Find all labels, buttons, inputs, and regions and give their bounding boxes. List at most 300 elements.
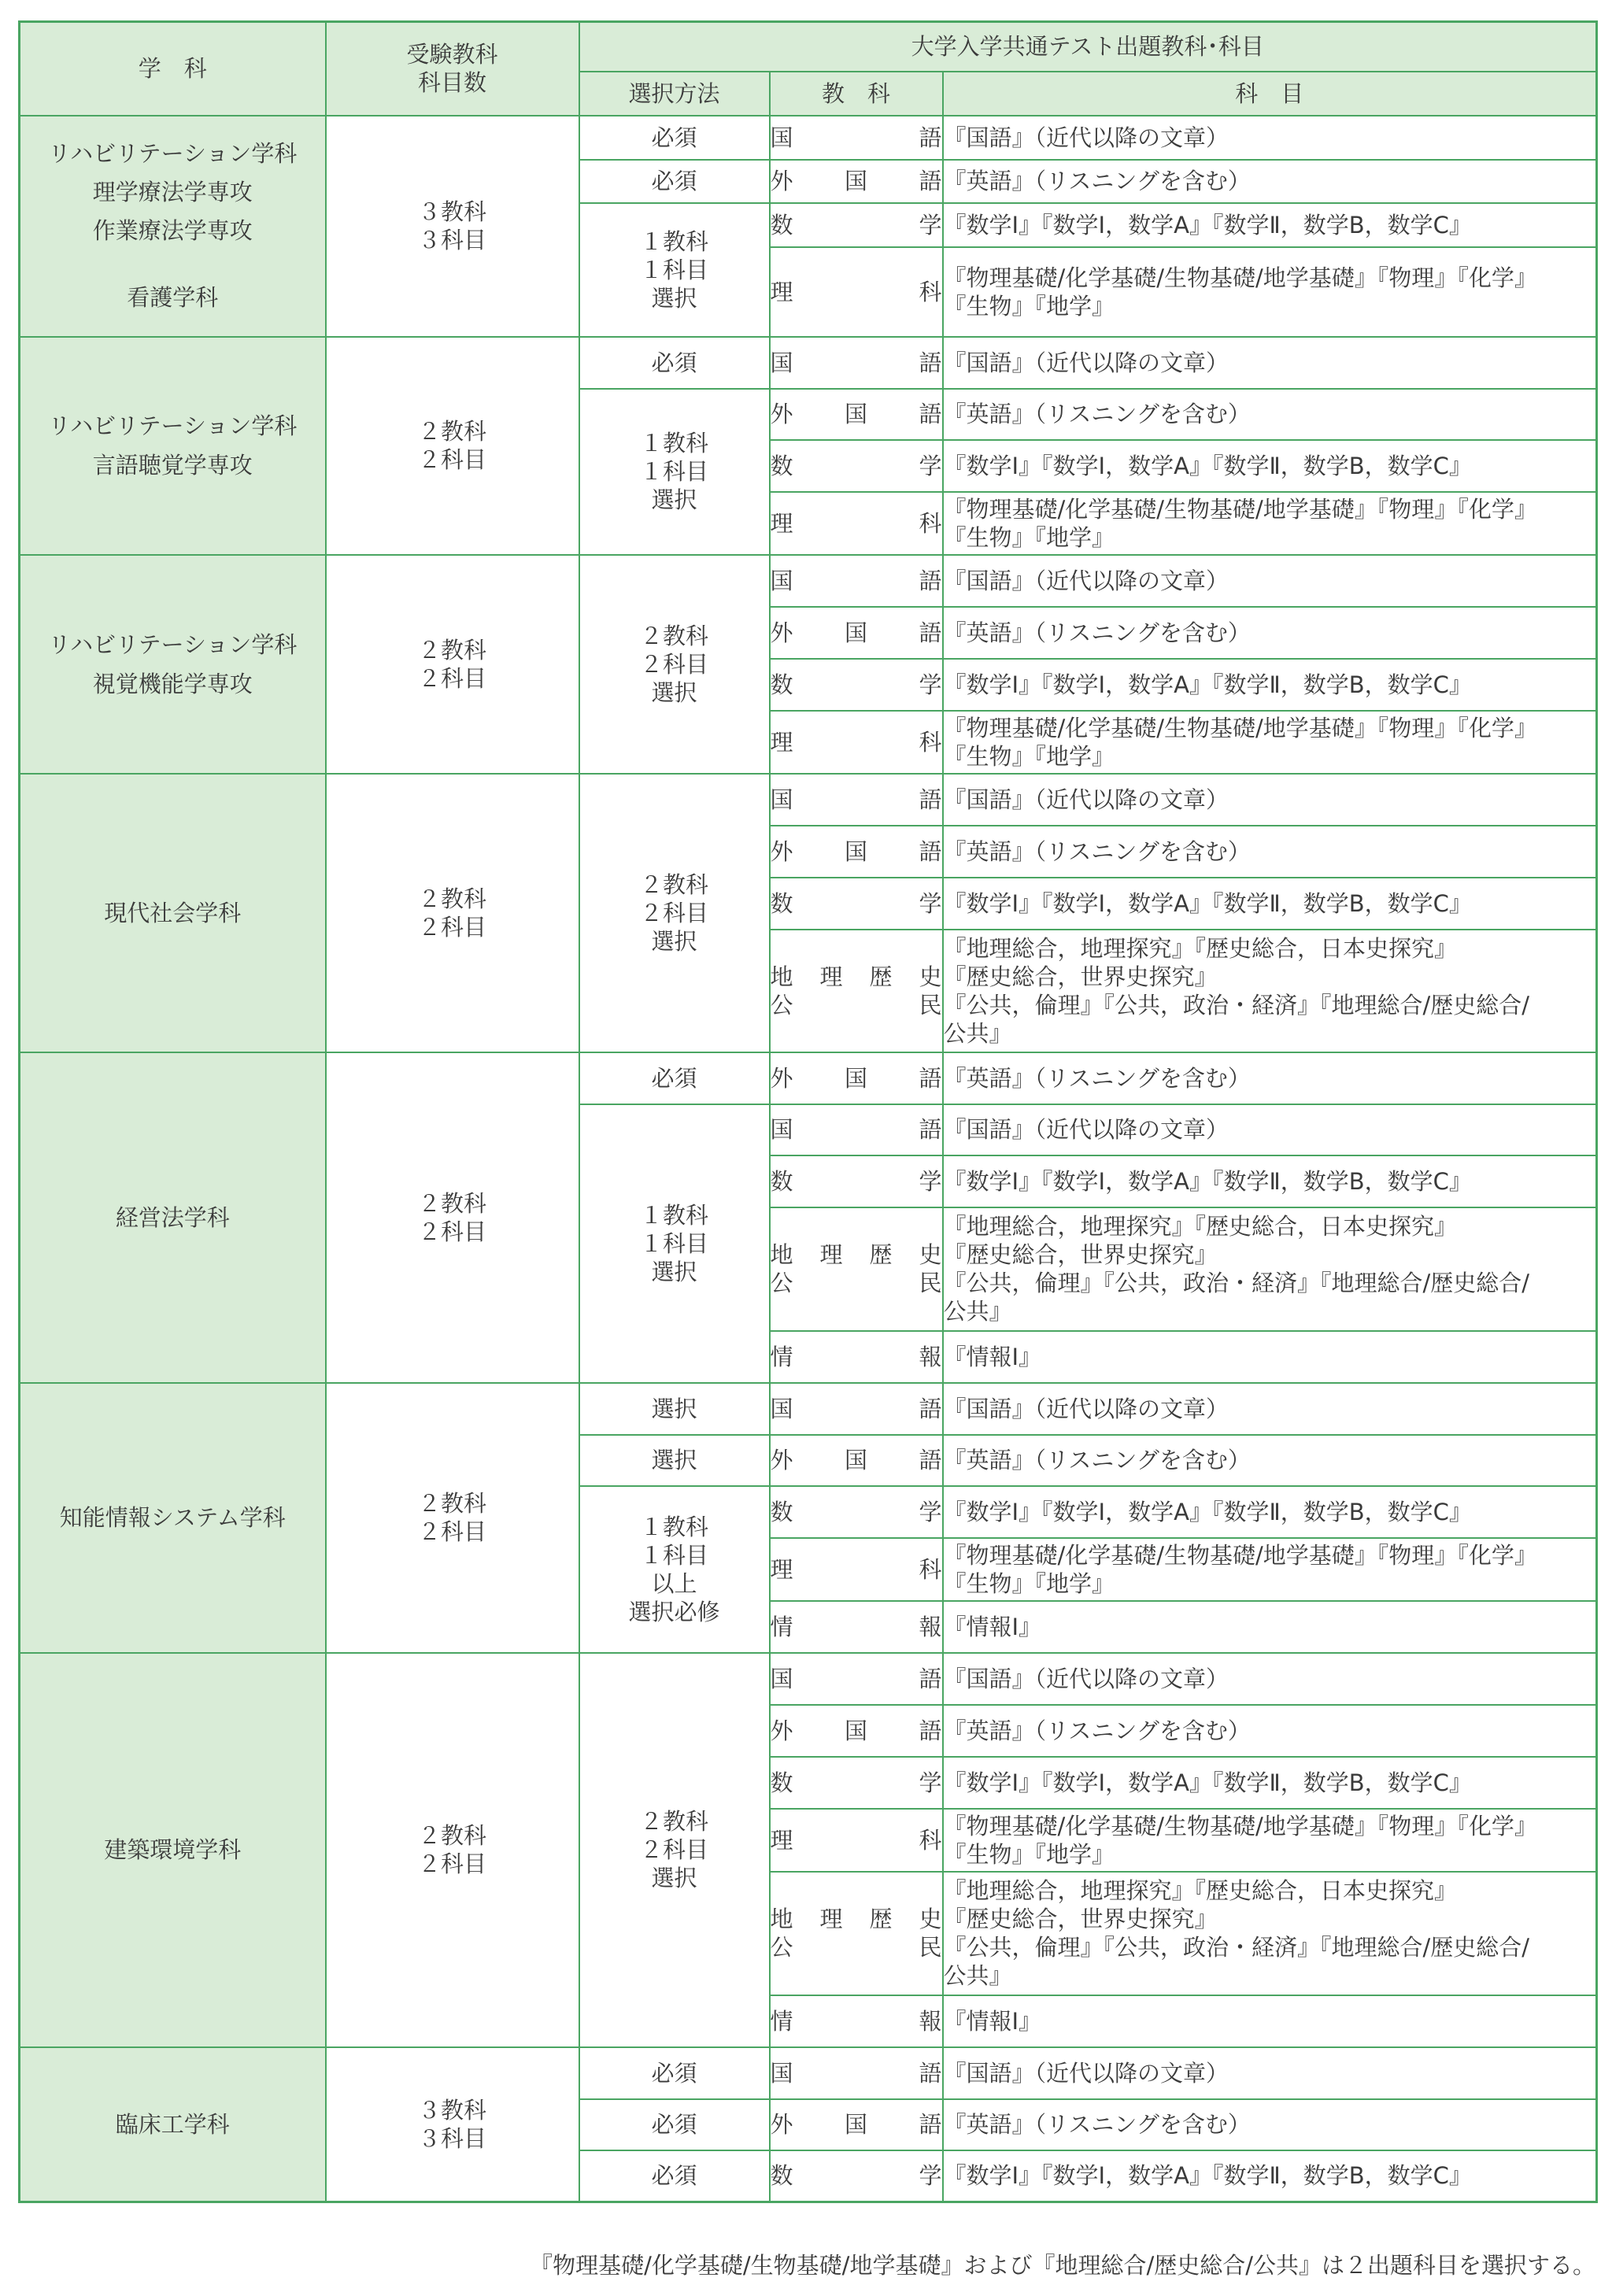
- subject-char: 語: [919, 786, 942, 813]
- table-row: [20, 555, 1597, 607]
- text-line: 『情報Ⅰ』: [943, 1343, 1042, 1370]
- text-line: 『生物』『地学』: [943, 292, 1115, 320]
- subject-cell: [770, 440, 943, 492]
- text-line: 『公共，倫理』『公共，政治・経済』『地理総合/歴史総合/: [943, 1270, 1530, 1296]
- text-line: 公共』: [943, 1019, 1012, 1047]
- subject-cell: [770, 1486, 943, 1538]
- subject-char: 語: [919, 2059, 942, 2087]
- courses-cell: [943, 1995, 1597, 2047]
- subject-char: 学: [919, 211, 942, 238]
- subject-char: 外: [770, 401, 793, 427]
- department-cell: [20, 1383, 326, 1653]
- text-line: 『数学Ⅰ』『数学Ⅰ，数学A』『数学Ⅱ，数学B，数学C』: [943, 1167, 1472, 1195]
- subject-name: [771, 167, 942, 195]
- selection-method-cell: [579, 1383, 770, 1435]
- courses-cell: [943, 2047, 1597, 2099]
- subject-name: [771, 211, 942, 239]
- subject-char: 情: [770, 1343, 793, 1370]
- courses-cell: [943, 1486, 1597, 1538]
- courses-cell: [943, 774, 1597, 826]
- courses-cell: [943, 1872, 1597, 1995]
- text-line: ２教科: [639, 622, 708, 649]
- selection-method-cell: [579, 1104, 770, 1383]
- subject-char: 科: [919, 278, 942, 305]
- text-line: 『英語』（リスニングを含む）: [943, 1717, 1251, 1744]
- subject-name: [771, 1717, 942, 1745]
- subject-char: 国: [844, 168, 867, 194]
- text-line: 選択: [651, 486, 697, 513]
- text-line: 『英語』（リスニングを含む）: [943, 168, 1251, 194]
- subject-cell: [770, 1435, 943, 1486]
- text-line: 選択: [651, 678, 697, 706]
- subject-char: 学: [919, 2162, 942, 2190]
- header-selection-method: 選択方法: [579, 72, 770, 116]
- courses-cell: [943, 1052, 1597, 1104]
- subject-char: 理: [819, 1241, 843, 1268]
- department-line: [20, 250, 325, 279]
- subject-char: 外: [770, 1064, 793, 1092]
- subject-char: 語: [919, 567, 942, 594]
- subject-char: 理: [770, 728, 793, 756]
- text-line: 必須: [651, 168, 697, 194]
- text-line: ２教科: [417, 418, 486, 445]
- text-line: ２科目: [417, 1518, 486, 1545]
- subject-name: [771, 2161, 942, 2190]
- courses-cell: [943, 711, 1597, 774]
- selection-method-cell: [579, 2150, 770, 2202]
- text-line: 『英語』（リスニングを含む）: [943, 2111, 1251, 2138]
- subject-cell: [770, 659, 943, 711]
- text-line: 『歴史総合，世界史探究』: [943, 1241, 1218, 1268]
- text-line: 『生物』『地学』: [943, 1840, 1115, 1868]
- selection-method-cell: [579, 203, 770, 337]
- courses-cell: [943, 555, 1597, 607]
- text-line: 公共』: [943, 1298, 1012, 1325]
- subject-char: 情: [770, 2007, 793, 2035]
- subject-char: 数: [770, 2162, 793, 2190]
- text-line: 『英語』（リスニングを含む）: [943, 837, 1251, 865]
- text-line: ２科目: [639, 1836, 708, 1863]
- subject-two-line: [771, 1240, 942, 1297]
- subject-char: 学: [919, 1167, 942, 1195]
- subject-char: 外: [770, 168, 793, 194]
- subject-name: [771, 2007, 942, 2035]
- subject-char: 地: [770, 963, 793, 990]
- text-line: 選択: [651, 927, 697, 955]
- text-line: 『公共，倫理』『公共，政治・経済』『地理総合/歴史総合/: [943, 1934, 1530, 1961]
- department-line: 知能情報システム学科: [59, 1504, 286, 1531]
- subject-char: 民: [919, 991, 942, 1019]
- subject-count-cell: [326, 116, 579, 337]
- courses-cell: [943, 389, 1597, 440]
- department-line: 作業療法学専攻: [92, 217, 253, 244]
- subject-cell: [770, 1872, 943, 1995]
- text-line: 『数学Ⅰ』『数学Ⅰ，数学A』『数学Ⅱ，数学B，数学C』: [943, 452, 1472, 479]
- text-line: 必須: [651, 124, 697, 151]
- subject-char: 報: [919, 2007, 942, 2035]
- subject-char: 国: [770, 1116, 793, 1143]
- subject-cell: [770, 247, 943, 337]
- text-line: １科目: [639, 256, 708, 283]
- subject-cell: [770, 492, 943, 555]
- header-common-test: 大学入学共通テスト出題教科･科目: [579, 22, 1597, 72]
- subject-cell: [770, 1052, 943, 1104]
- courses-cell: [943, 440, 1597, 492]
- subject-count-cell: [326, 2047, 579, 2202]
- subject-char: 語: [919, 837, 942, 865]
- courses-cell: [943, 878, 1597, 930]
- subject-cell: [770, 1601, 943, 1653]
- subject-cell: [770, 203, 943, 247]
- text-line: 『数学Ⅰ』『数学Ⅰ，数学A』『数学Ⅱ，数学B，数学C』: [943, 671, 1472, 698]
- text-line: ２教科: [639, 1808, 708, 1835]
- subject-cell: [770, 774, 943, 826]
- subject-char: 科: [919, 728, 942, 756]
- subject-char: 国: [770, 349, 793, 376]
- table-row: [20, 774, 1597, 826]
- subject-char: 語: [919, 1116, 942, 1143]
- subject-cell: [770, 1383, 943, 1435]
- subject-name: [771, 1826, 942, 1854]
- courses-cell: [943, 1757, 1597, 1809]
- header-subject: 教 科: [770, 72, 943, 116]
- selection-method-cell: [579, 2047, 770, 2099]
- text-line: １科目: [639, 1541, 708, 1569]
- text-line: ３教科: [417, 2096, 486, 2124]
- subject-char: 数: [770, 211, 793, 238]
- subject-char: 外: [770, 1717, 793, 1744]
- subject-char: 学: [919, 671, 942, 698]
- subject-name: [771, 991, 942, 1019]
- subject-char: 史: [919, 963, 942, 990]
- courses-cell: [943, 607, 1597, 659]
- subject-cell: [770, 1155, 943, 1207]
- text-line: 『英語』（リスニングを含む）: [943, 1447, 1251, 1473]
- subject-name: [771, 786, 942, 814]
- subject-char: 情: [770, 1613, 793, 1640]
- selection-method-cell: [579, 116, 770, 160]
- courses-cell: [943, 1809, 1597, 1872]
- subject-cell: [770, 2099, 943, 2150]
- subject-char: 科: [919, 1826, 942, 1854]
- subject-cell: [770, 1538, 943, 1601]
- text-line: ３科目: [417, 227, 486, 253]
- subject-char: 理: [770, 1555, 793, 1583]
- selection-method-cell: [579, 1486, 770, 1653]
- text-line: 『数学Ⅰ』『数学Ⅰ，数学A』『数学Ⅱ，数学B，数学C』: [943, 889, 1472, 917]
- subject-name: [771, 1240, 942, 1269]
- text-line: 必須: [651, 2162, 697, 2190]
- footnote: 『物理基礎/化学基礎/生物基礎/地学基礎』および『地理総合/歴史総合/公共』は２出題科目を選択する。: [530, 2252, 1595, 2279]
- text-line: 必須: [651, 2111, 697, 2138]
- courses-cell: [943, 1155, 1597, 1207]
- text-line: 『物理基礎/化学基礎/生物基礎/地学基礎』『物理』『化学』: [943, 1812, 1537, 1839]
- text-line: 『情報Ⅰ』: [943, 2007, 1042, 2035]
- text-line: ２科目: [639, 899, 708, 926]
- subject-cell: [770, 1995, 943, 2047]
- text-line: 選択: [651, 1447, 697, 1473]
- department-cell: [20, 337, 326, 555]
- text-line: 『国語』（近代以降の文章）: [943, 2059, 1229, 2087]
- subject-count-cell: [326, 774, 579, 1052]
- subject-char: 外: [770, 619, 793, 646]
- subject-char: 数: [770, 889, 793, 917]
- subject-char: 歴: [869, 1241, 893, 1268]
- subject-count-cell: [326, 555, 579, 774]
- text-line: 『公共，倫理』『公共，政治・経済』『地理総合/歴史総合/: [943, 991, 1530, 1019]
- subject-cell: [770, 2150, 943, 2202]
- subject-char: 国: [844, 2111, 867, 2138]
- subject-name: [771, 124, 942, 152]
- subject-char: 数: [770, 671, 793, 698]
- subject-name: [771, 1665, 942, 1693]
- subject-char: 理: [770, 1826, 793, 1854]
- subject-cell: [770, 930, 943, 1052]
- text-line: ２教科: [417, 636, 486, 664]
- subject-name: [771, 1269, 942, 1297]
- subject-cell: [770, 607, 943, 659]
- subject-name: [771, 452, 942, 480]
- text-line: ２科目: [639, 650, 708, 678]
- table-row: [20, 1653, 1597, 1705]
- text-line: ２科目: [417, 1850, 486, 1877]
- subject-name: [771, 889, 942, 918]
- text-line: 選択: [651, 1395, 697, 1422]
- subject-count-cell: [326, 1653, 579, 2047]
- table-row: [20, 1052, 1597, 1104]
- text-line: 必須: [651, 349, 697, 376]
- text-line: 選択: [651, 1258, 697, 1285]
- subject-char: 公: [770, 1934, 793, 1961]
- department-cell: [20, 1653, 326, 2047]
- courses-cell: [943, 492, 1597, 555]
- courses-cell: [943, 1104, 1597, 1155]
- text-line: 『数学Ⅰ』『数学Ⅰ，数学A』『数学Ⅱ，数学B，数学C』: [943, 1498, 1472, 1525]
- subject-char: 理: [770, 278, 793, 305]
- subject-name: [771, 1343, 942, 1371]
- subject-char: 学: [919, 452, 942, 479]
- department-line: 言語聴覚学専攻: [92, 452, 253, 479]
- subject-name: [771, 278, 942, 306]
- text-line: 必須: [651, 1064, 697, 1092]
- table-row: [20, 1383, 1597, 1435]
- subject-count-cell: [326, 337, 579, 555]
- table-row: [20, 2047, 1597, 2099]
- subject-char: 外: [770, 1447, 793, 1473]
- text-line: 『国語』（近代以降の文章）: [943, 1665, 1229, 1692]
- header-courses: 科 目: [943, 72, 1597, 116]
- text-line: ２科目: [417, 913, 486, 941]
- courses-cell: [943, 1207, 1597, 1331]
- subject-char: 語: [919, 619, 942, 646]
- subject-name: [771, 1933, 942, 1961]
- text-line: 『国語』（近代以降の文章）: [943, 786, 1229, 813]
- text-line: 『生物』『地学』: [943, 523, 1115, 551]
- department-line: リハビリテーション学科: [48, 630, 298, 658]
- subject-char: 歴: [869, 963, 893, 990]
- subject-cell: [770, 711, 943, 774]
- courses-cell: [943, 160, 1597, 203]
- text-line: １教科: [639, 1513, 708, 1540]
- subject-cell: [770, 1705, 943, 1757]
- text-line: 『地理総合，地理探究』『歴史総合，日本史探究』: [943, 1877, 1458, 1904]
- courses-cell: [943, 247, 1597, 337]
- subject-char: 国: [770, 1395, 793, 1422]
- text-line: 『物理基礎/化学基礎/生物基礎/地学基礎』『物理』『化学』: [943, 495, 1537, 523]
- department-line: 理学療法学専攻: [92, 179, 253, 205]
- subject-name: [771, 400, 942, 428]
- courses-cell: [943, 1331, 1597, 1383]
- text-line: ２科目: [417, 1218, 486, 1245]
- subject-char: 学: [919, 1498, 942, 1525]
- subject-name: [771, 1769, 942, 1797]
- subject-char: 語: [919, 1665, 942, 1692]
- subject-char: 報: [919, 1613, 942, 1640]
- subject-char: 科: [919, 509, 942, 537]
- courses-cell: [943, 659, 1597, 711]
- selection-method-cell: [579, 1653, 770, 2047]
- subject-name: [771, 1613, 942, 1641]
- header-subject-count: 受験教科 科目数: [326, 22, 579, 116]
- subject-name: [771, 567, 942, 595]
- subject-cell: [770, 2047, 943, 2099]
- subject-char: 語: [919, 1395, 942, 1422]
- subject-cell: [770, 389, 943, 440]
- courses-cell: [943, 203, 1597, 247]
- subject-char: 国: [770, 1665, 793, 1692]
- department-cell: [20, 116, 326, 337]
- text-line: 『歴史総合，世界史探究』: [943, 963, 1218, 990]
- subject-char: 学: [919, 889, 942, 917]
- subject-char: 国: [844, 837, 867, 865]
- subject-char: 外: [770, 2111, 793, 2138]
- subject-name: [771, 1498, 942, 1526]
- subject-char: 語: [919, 401, 942, 427]
- subject-name: [771, 1395, 942, 1423]
- subject-name: [771, 619, 942, 647]
- text-line: 『英語』（リスニングを含む）: [943, 401, 1251, 427]
- subject-cell: [770, 555, 943, 607]
- subject-cell: [770, 1104, 943, 1155]
- text-line: 『物理基礎/化学基礎/生物基礎/地学基礎』『物理』『化学』: [943, 714, 1537, 741]
- subject-char: 国: [844, 619, 867, 646]
- subject-name: [771, 1167, 942, 1196]
- subject-cell: [770, 1331, 943, 1383]
- subject-name: [771, 349, 942, 377]
- courses-cell: [943, 1538, 1597, 1601]
- subject-name: [771, 837, 942, 866]
- text-line: 『英語』（リスニングを含む）: [943, 619, 1251, 646]
- subject-cell: [770, 160, 943, 203]
- subject-char: 語: [919, 349, 942, 376]
- subject-char: 国: [844, 401, 867, 427]
- text-line: 『国語』（近代以降の文章）: [943, 567, 1229, 594]
- subject-char: 理: [770, 509, 793, 537]
- text-line: ２教科: [417, 1822, 486, 1849]
- selection-method-cell: [579, 160, 770, 203]
- department-line: 建築環境学科: [104, 1836, 242, 1863]
- selection-method-cell: [579, 2099, 770, 2150]
- subject-cell: [770, 116, 943, 160]
- subject-two-line: [771, 1905, 942, 1961]
- subject-cell: [770, 878, 943, 930]
- subject-name: [771, 1064, 942, 1093]
- subject-char: 地: [770, 1241, 793, 1268]
- text-line: １教科: [639, 1201, 708, 1229]
- subject-name: [771, 1905, 942, 1933]
- text-line: 『数学Ⅰ』『数学Ⅰ，数学A』『数学Ⅱ，数学B，数学C』: [943, 1769, 1472, 1796]
- text-line: ３教科: [417, 198, 486, 225]
- text-line: 『地理総合，地理探究』『歴史総合，日本史探究』: [943, 1213, 1458, 1240]
- subject-char: 語: [919, 168, 942, 194]
- text-line: 『国語』（近代以降の文章）: [943, 1116, 1229, 1143]
- courses-cell: [943, 2099, 1597, 2150]
- subject-char: 語: [919, 1447, 942, 1473]
- text-line: 選択: [651, 1865, 697, 1891]
- text-line: 『生物』『地学』: [943, 742, 1115, 770]
- department-line: 現代社会学科: [104, 899, 242, 926]
- subject-count-cell: [326, 1052, 579, 1383]
- text-line: １科目: [639, 458, 708, 485]
- text-line: ３科目: [417, 2124, 486, 2152]
- courses-cell: [943, 1705, 1597, 1757]
- subject-char: 国: [770, 567, 793, 594]
- subject-name: [771, 1555, 942, 1584]
- subject-name: [771, 1446, 942, 1474]
- text-line: 必須: [651, 2059, 697, 2087]
- text-line: ２科目: [417, 446, 486, 473]
- exam-subject-table: [18, 20, 1598, 2203]
- text-line: 選択: [651, 284, 697, 312]
- subject-cell: [770, 1207, 943, 1331]
- text-line: 『地理総合，地理探究』『歴史総合，日本史探究』: [943, 934, 1458, 962]
- department-line: 経営法学科: [115, 1203, 230, 1231]
- courses-cell: [943, 1653, 1597, 1705]
- courses-cell: [943, 1383, 1597, 1435]
- text-line: 『国語』（近代以降の文章）: [943, 349, 1229, 376]
- subject-cell: [770, 1809, 943, 1872]
- subject-char: 地: [770, 1906, 793, 1932]
- subject-char: 報: [919, 1343, 942, 1370]
- subject-name: [771, 2059, 942, 2087]
- selection-method-cell: [579, 389, 770, 555]
- subject-char: 数: [770, 1498, 793, 1525]
- subject-name: [771, 728, 942, 756]
- selection-method-cell: [579, 555, 770, 774]
- subject-char: 国: [770, 124, 793, 151]
- subject-char: 国: [844, 1717, 867, 1744]
- subject-name: [771, 2110, 942, 2139]
- courses-cell: [943, 1435, 1597, 1486]
- courses-cell: [943, 2150, 1597, 2202]
- text-line: ２教科: [417, 1189, 486, 1217]
- table-row: [20, 116, 1597, 160]
- subject-char: 数: [770, 452, 793, 479]
- subject-char: 語: [919, 1717, 942, 1744]
- text-line: 『生物』『地学』: [943, 1569, 1115, 1597]
- subject-char: 語: [919, 124, 942, 151]
- text-line: 『歴史総合，世界史探究』: [943, 1906, 1218, 1932]
- selection-method-cell: [579, 1052, 770, 1104]
- text-line: 『国語』（近代以降の文章）: [943, 1395, 1229, 1422]
- subject-char: 語: [919, 2111, 942, 2138]
- table-row: [20, 337, 1597, 389]
- selection-method-cell: [579, 774, 770, 1052]
- subject-char: 歴: [869, 1906, 893, 1932]
- subject-char: 理: [819, 963, 843, 990]
- subject-char: 史: [919, 1241, 942, 1268]
- text-line: １教科: [639, 227, 708, 255]
